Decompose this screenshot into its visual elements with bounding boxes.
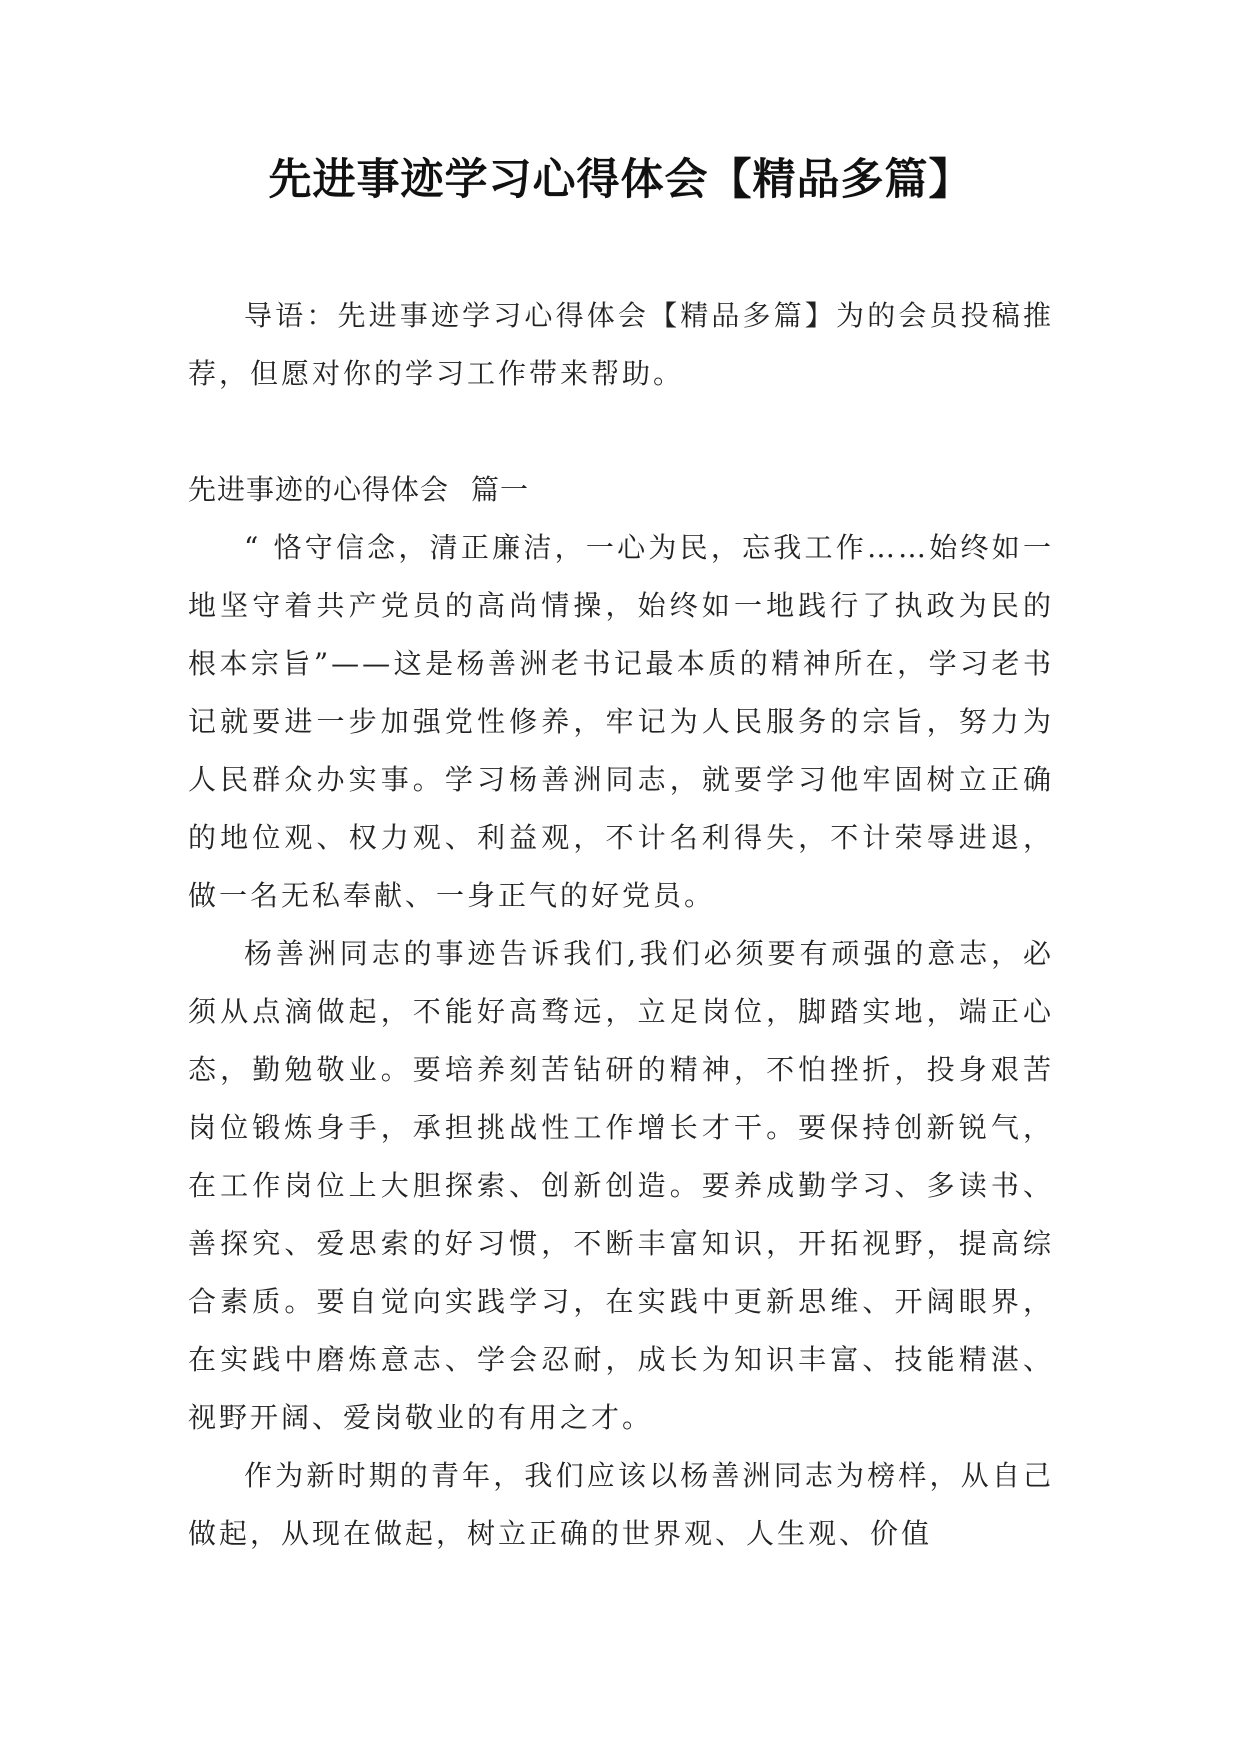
section-heading <box>188 461 1054 519</box>
document-body <box>188 287 1054 1563</box>
section-label: 篇一 <box>471 473 530 506</box>
section-heading-text: 先进事迹的心得体会 <box>188 473 450 506</box>
document-title: 先进事迹学习心得体会【精品多篇】 <box>268 155 973 205</box>
body-paragraph-2: 杨善洲同志的事迹告诉我们,我们必须要有顽强的意志，必须从点滴做起，不能好高骛远，立足岗位，脚踏实地，端正心态，勤勉敬业。要培养刻苦钻研的精神，不怕挫折，投身艰苦岗位锻炼身手，承担挑战性工作增长才干。要保持创新锐气，在工作岗位上大胆探索、创新创造。要养成勤学习、多读书、善探究、爱思索的好习惯，不断丰富知识，开拓视野，提高综合素质。要自觉向实践学习，在实践中更新思维、开阔眼界，在实践中磨炼意志、学会忍耐，成长为知识丰富、技能精湛、视野开阔、爱岗敬业的有用之才。 <box>188 937 1054 1434</box>
body-paragraph-1: “ 恪守信念，清正廉洁，一心为民，忘我工作……始终如一地坚守着共产党员的高尚情操，始终如一地践行了执政为民的根本宗旨”——这是杨善洲老书记最本质的精神所在，学习老书记就要进一步加强党性修养，牢记为人民服务的宗旨，努力为人民群众办实事。学习杨善洲同志，就要学习他牢固树立正确的地位观、权力观、利益观，不计名利得失，不计荣辱进退，做一名无私奉献、一身正气的好党员。 <box>188 531 1054 912</box>
body-paragraph-3: 作为新时期的青年，我们应该以杨善洲同志为榜样，从自己做起，从现在做起，树立正确的世界观、人生观、价值 <box>188 1459 1054 1550</box>
intro-paragraph: 导语：先进事迹学习心得体会【精品多篇】为的会员投稿推荐，但愿对你的学习工作带来帮助。 <box>188 299 1054 390</box>
